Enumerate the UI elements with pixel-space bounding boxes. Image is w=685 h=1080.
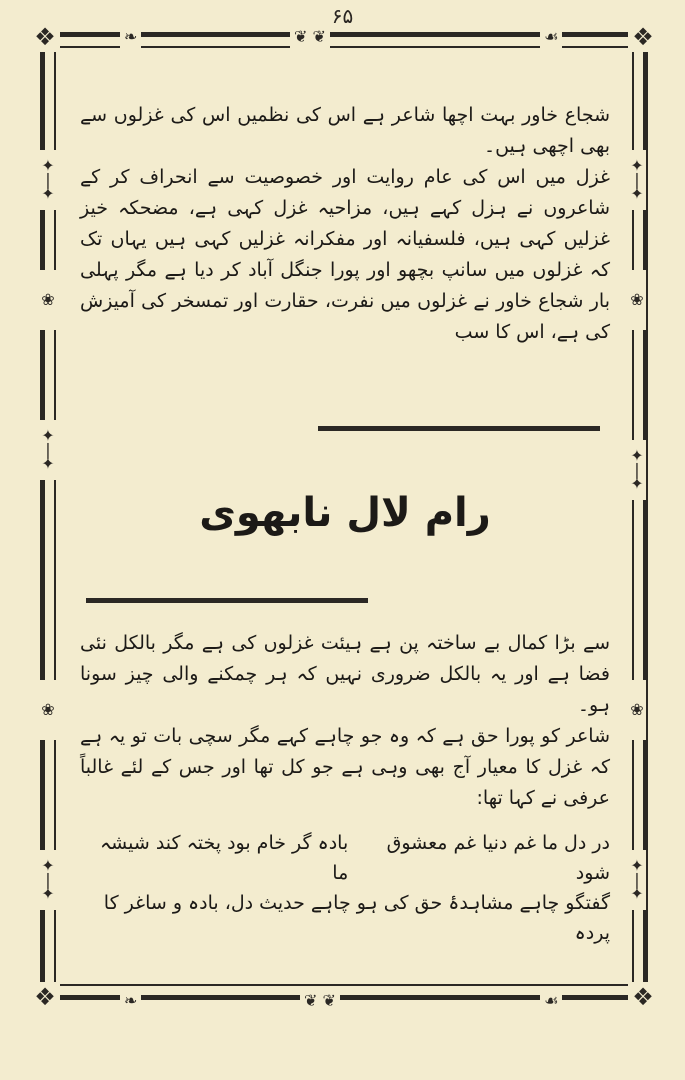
- paragraph-continuation: گفتگو چاہے مشاہدۂ حق کی ہو چاہے حدیث دل، بادہ و ساغر کا پردہ: [103, 892, 610, 944]
- author-name: رام لال نابھوی: [199, 490, 491, 536]
- bottom-ornament-icon: ❦ ❦: [300, 990, 340, 1012]
- side-ornament-icon: ✦ ❘ ✦: [39, 850, 57, 910]
- side-ornament-icon: ✦ ❘ ✦: [39, 420, 57, 480]
- side-ornament-icon: ✦ ❘ ✦: [39, 150, 57, 210]
- side-ornament-icon: ❀: [628, 270, 646, 330]
- side-ornament-icon: ❀: [39, 680, 57, 740]
- top-ornament-icon: ☙: [540, 26, 562, 48]
- page-number: ۶۵: [331, 4, 354, 28]
- side-ornament-icon: ❀: [39, 270, 57, 330]
- corner-ornament-icon: ❖: [30, 982, 60, 1012]
- section-divider: [86, 598, 368, 603]
- paragraph: غزل میں اس کی عام روایت اور خصوصیت سے انحراف کر کے شاعروں نے ہزل کہے ہیں، مزاحیہ غزل کہی ہے، مضحکہ خیز غزلیں کہی ہیں، فلسفیانہ اور مفکرانہ غزلیں کہی ہیں یہاں تک کہ غزلوں میں سانپ بچھو اور پورا جنگل آباد کر دیا ہے مگر پہلی بار شجاع خاور نے غزلوں میں نفرت، حقارت اور تمسخر کی آمیزش کی ہے، اس کا سب: [80, 166, 610, 343]
- top-ornament-icon: ❧: [120, 26, 141, 48]
- corner-ornament-icon: ❖: [30, 22, 60, 52]
- corner-ornament-icon: ❖: [628, 982, 658, 1012]
- paragraph: شاعر کو پورا حق ہے کہ وہ جو چاہے کہے مگر سچی بات تو یہ ہے کہ غزل کا معیار آج بھی وہی ہے جو کل تھا اور جس کے لئے غالباً عرفی نے کہا تھا:: [80, 725, 610, 809]
- top-text-section: [80, 100, 610, 348]
- paragraph: شجاع خاور بہت اچھا شاعر ہے اس کی نظمیں اس کی غزلوں سے بھی اچھی ہیں۔: [80, 104, 610, 157]
- side-ornament-icon: ✦ ❘ ✦: [628, 150, 646, 210]
- bottom-ornament-icon: ❧: [120, 990, 141, 1012]
- couplet-verse: بادہ گر خام بود پختہ کند شیشہ ما: [100, 832, 349, 884]
- persian-couplet: [80, 828, 610, 948]
- couplet-verse: در دل ما غم دنیا غم معشوق شود: [386, 832, 610, 884]
- top-ornament-icon: ❦ ❦: [290, 26, 330, 48]
- side-ornament-icon: ❀: [628, 680, 646, 740]
- section-divider: [318, 426, 600, 431]
- bottom-ornament-icon: ☙: [540, 990, 562, 1012]
- corner-ornament-icon: ❖: [628, 22, 658, 52]
- side-ornament-icon: ✦ ❘ ✦: [628, 440, 646, 500]
- paragraph: سے بڑا کمال بے ساختہ پن ہے ہیئت غزلوں کی ہے مگر بالکل نئی فضا ہے اور یہ بالکل ضروری نہیں کہ ہر چمکنے والی چیز سونا ہو۔: [80, 632, 610, 716]
- bottom-text-section: [80, 628, 610, 814]
- side-ornament-icon: ✦ ❘ ✦: [628, 850, 646, 910]
